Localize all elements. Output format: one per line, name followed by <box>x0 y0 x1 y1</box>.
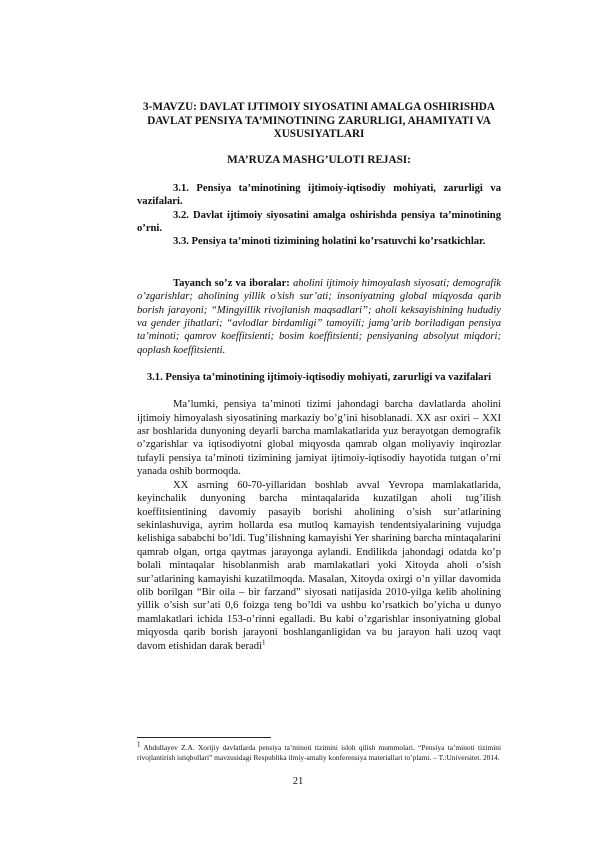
footnote-divider <box>137 737 271 738</box>
page-content <box>137 101 501 653</box>
footnote-text: Abdullayev Z.A. Xorijiy davlatlarda pensiya ta’minoti tizimini isloh qilish mummolari. “Pensiya ta’minoti tizimini rivojlantirish istiqbollari” mavzusidagi Respublika ilmiy-amaliy konferensiya materiallari to’plami. – T.:Universitet. 2014. <box>137 743 501 762</box>
footnote <box>137 740 501 762</box>
keywords-label: Tayanch so’z va iboralar: <box>173 277 290 289</box>
footnote-reference[interactable]: 1 <box>262 638 266 647</box>
body-paragraph-2-text: XX asrning 60-70-yillaridan boshlab avval Yevropa mamlakatlarida, keyinchalik dunyoning barcha mintaqalarida kuzatilgan aholi tug’ilish koeffitsientining davomiy pasayib borishi aholining o’sish sur’atlarining sekinlashuviga, ayrim hollarda esa mutloq kamayish tendentsiyalarining vujudga kelishiga sababchi bo’ldi. Tug’ilishning kamayishi Yer sharining barcha mintaqalarini qamrab olgan, ortga qaytmas jarayonga aylandi. Endilikda jahondagi odatda ko’p bolali mintaqalar hisoblanmish arab mamlakatlari yoki Xitoyda aholi o’sish sur’atlarining kamayishi kuzatilmoqda. Masalan, Xitoyda oxirgi o’n yillar davomida olib borilgan “Bir oila – bir farzand” siyosati natijasida 2010-yilga kelib aholining yillik o’sish sur’ati 0,6 foizga teng bo’ldi va ushbu ko’rsatkich bo’yicha u dunyo mamlakatlari ichida 153-o’rinni egalladi. Bu kabi o’zgarishlar insoniyatning global miqyosda qarib borish jarayoni boshlanganligidan va bu jarayon hali uzoq vaqt davom etishidan darak beradi <box>137 479 501 652</box>
lecture-title: 3-MAVZU: DAVLAT IJTIMOIY SIYOSATINI AMALGA OSHIRISHDA DAVLAT PENSIYA TA’MINOTINING ZARURLIGI, AHAMIYATI VA XUSUSIYATLARI <box>143 101 495 141</box>
body-paragraph-2 <box>137 479 501 653</box>
footnote-marker: 1 <box>137 740 141 749</box>
section-heading: 3.1. Pensiya ta’minotining ijtimoiy-iqtisodiy mohiyati, zarurligi va vazifalari <box>146 372 492 384</box>
plan-item-3: 3.3. Pensiya ta’minoti tizimining holatini ko’rsatuvchi ko’rsatkichlar. <box>173 236 486 248</box>
plan-item-2: 3.2. Davlat ijtimoiy siyosatini amalga oshirishda pensiya ta’minotining o’rni. <box>137 209 501 234</box>
plan-list <box>137 182 501 249</box>
keywords-paragraph <box>137 277 501 357</box>
keywords-text: aholini ijtimoiy himoyalash siyosati; demografik o’zgarishlar; aholining yillik o’sish sur’ati; insoniyatning global miqyosda qarib borish jarayoni; “Mingyillik rivojlanish maqsadlari”; aholi keksayishining hududiy va gender jihatlari; “avlodlar birdamligi” tamoyili; jamg’arib boriladigan pensiya ta’minoti; qamrov koeffitsienti; bosim koeffitsienti; pensiyaning absolyut miqdori; qoplash koeffitsienti. <box>137 277 501 356</box>
plan-item-1: 3.1. Pensiya ta’minotining ijtimoiy-iqtisodiy mohiyati, zarurligi va vazifalari. <box>137 182 501 208</box>
plan-title: MA’RUZA MASHG’ULOTI REJASI: <box>227 153 411 166</box>
body-paragraph-1: Ma’lumki, pensiya ta’minoti tizimi jahondagi barcha davlatlarda aholini ijtimoiy himoyalash siyosatining markaziy bo’g’ini hisoblanadi. XX asr oxiri – XXI asr boshlarida dunyoning deyarli barcha mamlakatlarida yuz berayotgan demografik o’zgarishlar va iqtisodiyotni global miqyosda qamrab olgan moliyaviy inqirozlar tufayli pensiya ta’minoti tizimining jamiyat ijtimoiy-iqtisodiy hayotida tutgan o’rni yanada oshib bormoqda. <box>137 399 501 478</box>
page-number: 21 <box>292 776 304 787</box>
